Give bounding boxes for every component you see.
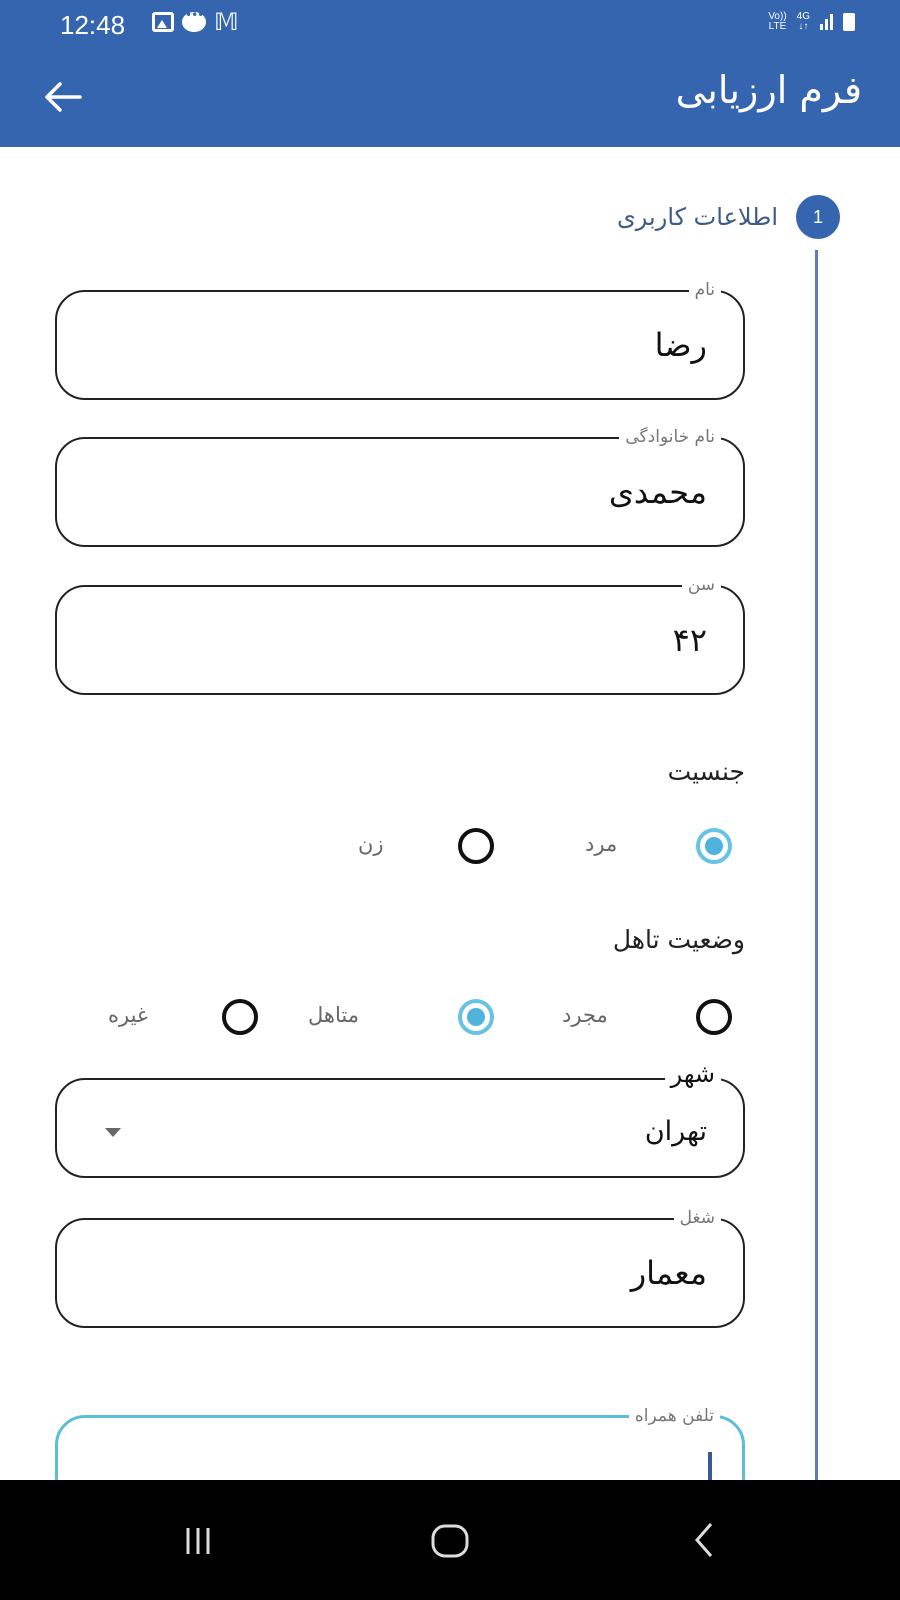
marital-status-title: وضعیت تاهل [612,925,745,954]
arrow-left-icon [38,72,88,122]
gender-female-radio[interactable] [458,828,494,864]
last-name-value: محمدی [608,473,707,511]
back-chevron-icon [665,1510,745,1570]
age-label: سن [682,573,721,597]
recent-apps-button[interactable] [160,1510,240,1570]
home-icon [410,1510,490,1570]
age-value: ۴۲ [672,621,707,659]
gender-male-label[interactable]: مرد [585,832,618,856]
step-number-badge: 1 [796,195,840,239]
back-button[interactable] [38,72,88,122]
chat-icon [182,12,206,32]
system-nav-bar [0,1480,900,1600]
age-field[interactable] [55,575,745,695]
system-icons [768,12,855,32]
gmail-icon: 𝕄 [214,8,239,36]
toolbar [0,50,900,147]
battery-icon [843,13,855,31]
marital-other-radio[interactable] [222,999,258,1035]
gender-female-label[interactable]: زن [358,832,384,856]
first-name-label: نام [689,278,721,302]
gender-title: جنسیت [667,757,745,786]
volte-icon: Vo)) LTE [768,11,787,32]
dropdown-arrow-icon [105,1128,121,1137]
4g-icon: 4G ↓↑ [796,11,810,32]
job-label: شغل [674,1206,721,1230]
step-label: اطلاعات کاربری [617,203,778,231]
step-connector-line [815,250,818,1480]
marital-married-radio[interactable] [458,999,494,1035]
marital-single-radio[interactable] [696,999,732,1035]
status-bar [0,0,900,50]
last-name-field[interactable] [55,427,745,547]
last-name-label: نام خانوادگی [619,425,721,449]
gallery-icon [152,12,174,32]
job-value: معمار [630,1254,707,1292]
city-label: شهر [665,1062,721,1086]
first-name-value: رضا [654,326,707,364]
app-bar [0,0,900,147]
step-header[interactable] [617,195,840,239]
first-name-field[interactable] [55,280,745,400]
marital-married-label[interactable]: متاهل [308,1003,359,1027]
city-value: تهران [644,1116,707,1147]
recent-apps-icon [160,1510,240,1570]
home-button[interactable] [410,1510,490,1570]
notification-icons [152,8,239,36]
city-select[interactable] [55,1060,745,1178]
gender-male-radio[interactable] [696,828,732,864]
marital-single-label[interactable]: مجرد [562,1003,608,1027]
nav-back-button[interactable] [665,1510,745,1570]
job-field[interactable] [55,1208,745,1328]
status-time: 12:48 [60,10,126,40]
mobile-label: تلفن همراه [629,1404,720,1428]
marital-other-label[interactable]: غیره [108,1003,148,1027]
signal-icon [820,14,833,30]
page-title: فرم ارزیابی [675,68,862,112]
